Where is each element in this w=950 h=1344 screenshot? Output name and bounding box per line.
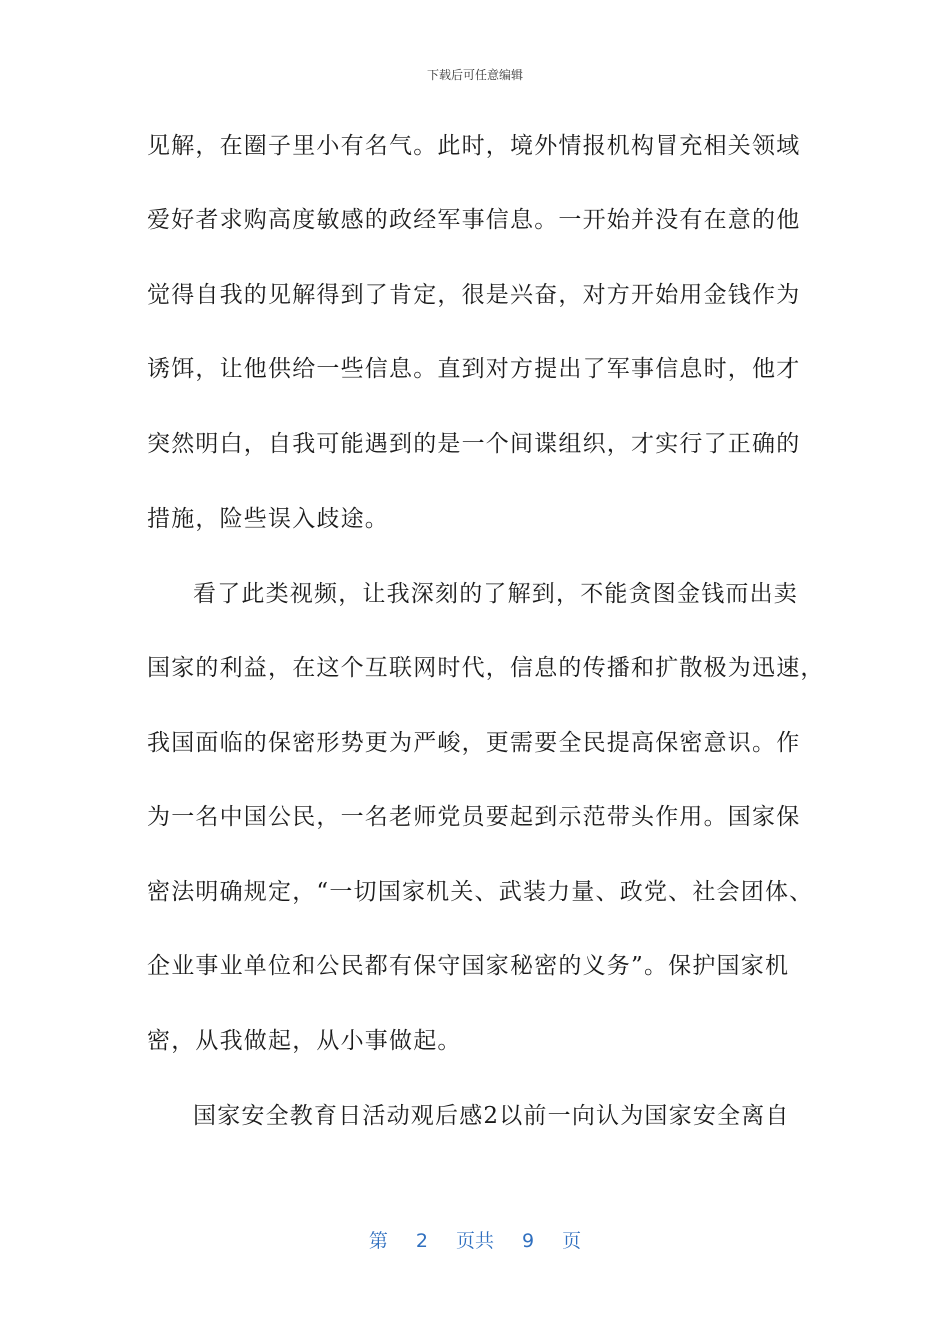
body-line: 看了此类视频，让我深刻的了解到，不能贪图金钱而出卖 [193, 581, 798, 607]
footer-page-suffix: 页 [562, 1230, 582, 1252]
footer-page-mid: 页共 [455, 1230, 494, 1252]
body-line: 突然明白，自我可能遇到的是一个间谍组织，才实行了正确的 [147, 431, 801, 457]
body-line: 企业事业单位和公民都有保守国家秘密的义务”。保护国家机 [147, 953, 790, 979]
footer-page-prefix: 第 [368, 1230, 388, 1252]
body-line: 觉得自我的见解得到了肯定，很是兴奋，对方开始用金钱作为 [147, 282, 801, 308]
body-line: 为一名中国公民，一名老师党员要起到示范带头作用。国家保 [147, 804, 801, 830]
body-line: 措施，险些误入歧途。 [147, 506, 389, 532]
body-line: 密，从我做起，从小事做起。 [147, 1028, 462, 1054]
page-number-footer [0, 1226, 950, 1253]
body-line: 见解，在圈子里小有名气。此时，境外情报机构冒充相关领域 [147, 133, 801, 159]
body-line: 爱好者求购高度敏感的政经军事信息。一开始并没有在意的他 [147, 207, 801, 233]
page-header-note: 下载后可任意编辑 [426, 68, 523, 82]
body-line: 密法明确规定，“一切国家机关、武装力量、政党、社会团体、 [147, 879, 814, 905]
body-line: 我国面临的保密形势更为严峻，更需要全民提高保密意识。作 [147, 730, 801, 756]
footer-page-number: 2 [415, 1230, 428, 1252]
body-line: 诱饵，让他供给一些信息。直到对方提出了军事信息时，他才 [147, 356, 801, 382]
footer-page-total: 9 [522, 1230, 535, 1252]
body-line: 国家安全教育日活动观后感2以前一向认为国家安全离自 [193, 1103, 790, 1129]
body-line: 国家的利益，在这个互联网时代，信息的传播和扩散极为迅速， [147, 655, 825, 681]
